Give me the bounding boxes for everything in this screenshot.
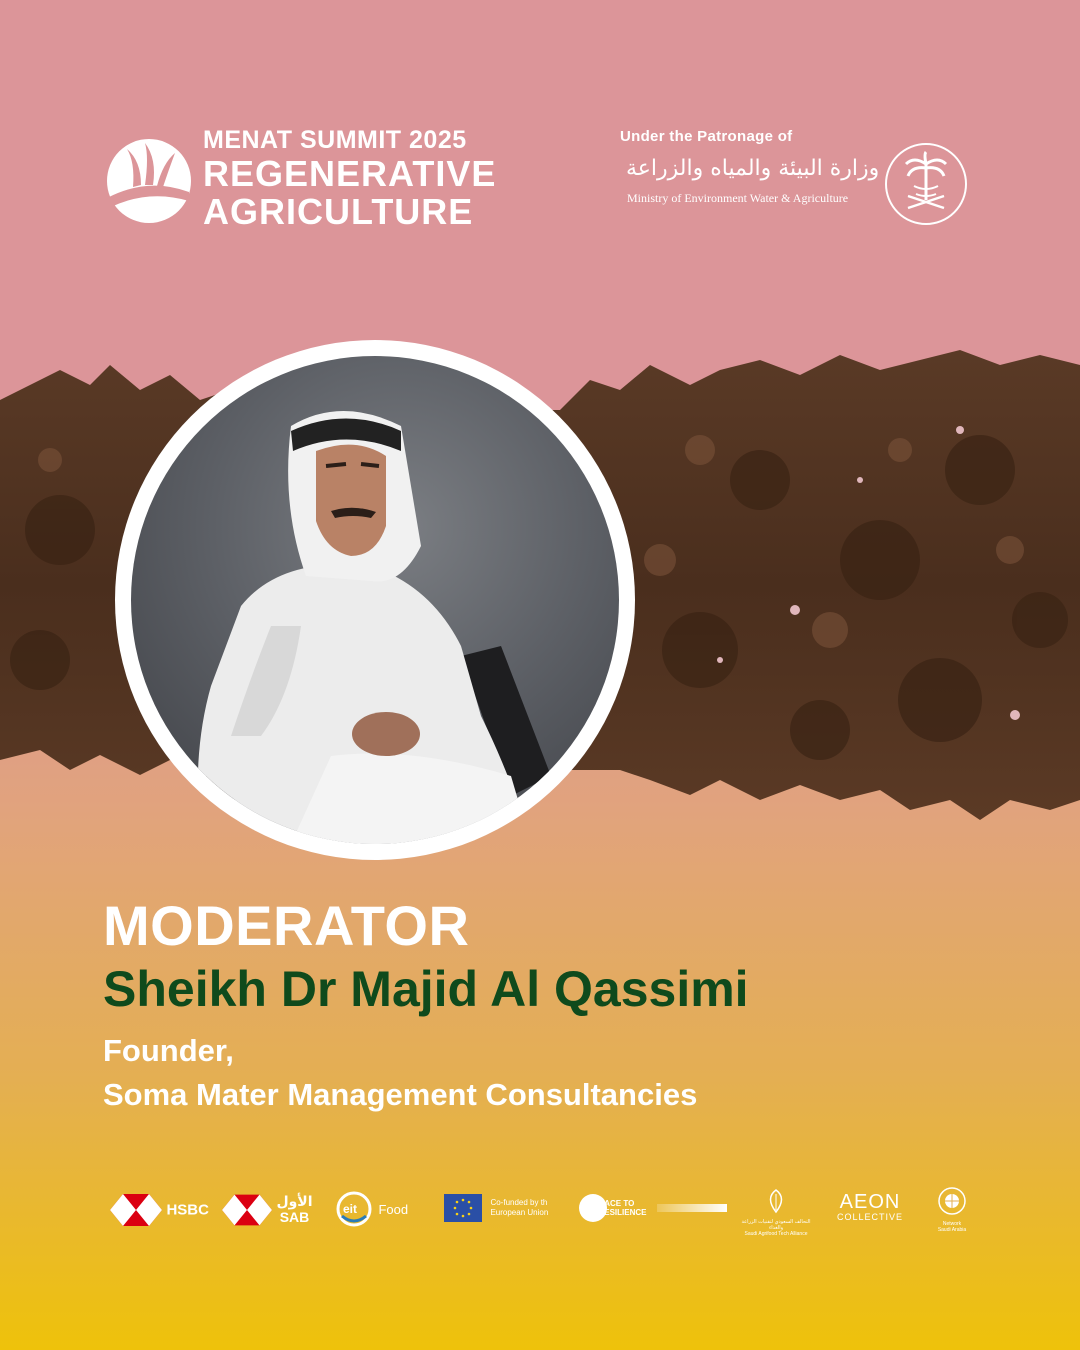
sait-arabic: التحالف السعودي لتقنيات الزراعة والغذاء (741, 1219, 811, 1231)
eu-line2: European Union (490, 1208, 549, 1217)
summit-brand (105, 125, 505, 235)
speaker-photo (131, 356, 619, 844)
food-label: Food (378, 1201, 409, 1217)
eit-label: eit (343, 1202, 358, 1216)
summit-title: MENAT SUMMIT 2025 (203, 126, 467, 154)
speaker-position: Founder, (103, 1033, 234, 1068)
race-to-resilience-logo (578, 1192, 727, 1224)
grass-sprout-logo-icon (105, 137, 193, 225)
summit-theme-line1: REGENERATIVE (203, 153, 497, 194)
race-line1: RACE TO (598, 1199, 635, 1208)
hsbc-label: HSBC (166, 1201, 209, 1219)
speaker-name: Sheikh Dr Majid Al Qassimi (103, 961, 749, 1017)
gc-line2: Saudi Arabia (937, 1227, 967, 1233)
race-line2: RESILIENCE (598, 1208, 647, 1217)
global-compact-network-logo (934, 1186, 970, 1233)
saudi-agrifood-tech-alliance-logo (740, 1188, 812, 1237)
gc-line1: Network (942, 1221, 962, 1227)
speaker-organization: Soma Mater Management Consultancies (103, 1077, 698, 1112)
sait-english: Saudi Agrifood Tech Alliance (744, 1231, 808, 1237)
sab-label: SAB (279, 1209, 310, 1225)
sab-hexagon-icon (222, 1194, 272, 1226)
eit-food-logo (336, 1190, 408, 1228)
partner-logos (100, 1180, 980, 1240)
hsbc-hexagon-icon (110, 1194, 162, 1226)
patronage-label: Under the Patronage of (620, 128, 793, 145)
speaker-role: MODERATOR (103, 894, 470, 957)
patronage-block (620, 128, 980, 238)
race-bar (657, 1204, 727, 1212)
sab-logo (222, 1194, 313, 1226)
aeon-collective-logo (837, 1192, 903, 1222)
leaf-emblem-icon (763, 1188, 789, 1214)
ministry-name-arabic: وزارة البيئة والمياه والزراعة (626, 156, 880, 181)
aeon-sub-label: COLLECTIVE (837, 1212, 904, 1222)
eu-flag-icon (444, 1194, 482, 1222)
globe-icon (937, 1186, 967, 1216)
speaker-portrait (131, 356, 619, 844)
ministry-name-english: Ministry of Environment Water & Agriculture (627, 191, 849, 205)
sab-arabic-label: الأول (276, 1194, 313, 1210)
eu-line1: Co-funded by th (490, 1198, 548, 1207)
palm-swords-emblem-icon (884, 142, 968, 226)
hsbc-logo (110, 1194, 209, 1226)
summit-theme-line2: AGRICULTURE (203, 191, 474, 232)
eu-cofunded-logo (444, 1194, 548, 1222)
aeon-label: AEON (839, 1191, 901, 1213)
